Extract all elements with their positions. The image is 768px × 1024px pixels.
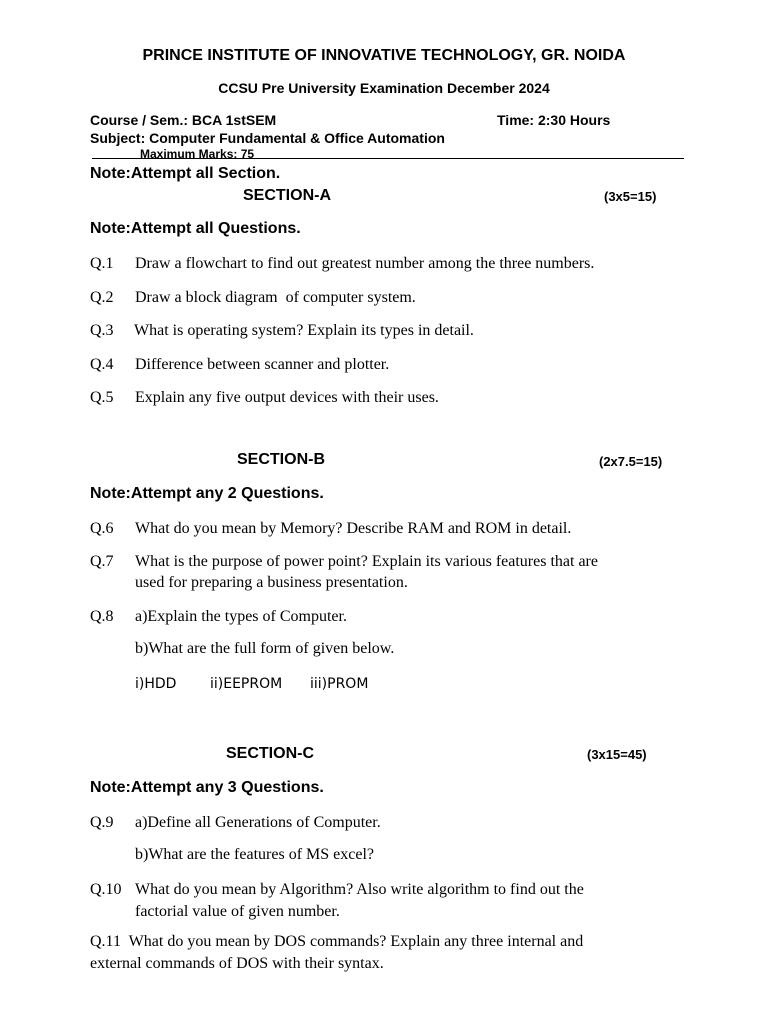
- section-b-note: Note:Attempt any 2 Questions.: [90, 485, 324, 502]
- section-b-title: SECTION-B: [237, 451, 325, 468]
- question-part-a: a)Explain the types of Computer.: [135, 608, 347, 625]
- question-number: Q.5: [90, 389, 114, 406]
- section-c-note: Note:Attempt any 3 Questions.: [90, 779, 324, 796]
- abbreviation-item: i)HDD: [135, 676, 177, 692]
- section-a-note: Note:Attempt all Questions.: [90, 220, 301, 237]
- question-11-line1: Q.11 What do you mean by DOS commands? Explain any three internal and: [90, 933, 584, 950]
- question-text: Difference between scanner and plotter.: [135, 356, 390, 373]
- question-number: Q.9: [90, 814, 114, 831]
- question-number: Q.2: [90, 289, 114, 306]
- institute-name: PRINCE INSTITUTE OF INNOVATIVE TECHNOLOGY, GR. NOIDA: [142, 47, 626, 64]
- question-11-line2: external commands of DOS with their syntax.: [90, 955, 384, 972]
- question-number: Q.6: [90, 520, 114, 537]
- section-a-marks: (3x5=15): [604, 189, 657, 204]
- question-text-line2: factorial value of given number.: [135, 903, 340, 920]
- general-note: Note:Attempt all Section.: [90, 165, 281, 182]
- question-text: Draw a block diagram of computer system.: [135, 289, 416, 306]
- question-text-line2: used for preparing a business presentation.: [135, 574, 408, 591]
- abbreviation-item: ii)EEPROM: [210, 676, 283, 692]
- question-number: Q.8: [90, 608, 114, 625]
- section-c-title: SECTION-C: [226, 745, 314, 762]
- section-c-marks: (3x15=45): [587, 747, 647, 762]
- question-number: Q.4: [90, 356, 114, 373]
- question-text: Explain any five output devices with their uses.: [135, 389, 439, 406]
- question-8-part-b: b)What are the full form of given below.: [135, 640, 395, 657]
- question-text: What is operating system? Explain its types in detail.: [134, 322, 474, 339]
- question-number: Q.7: [90, 553, 114, 570]
- question-text-line1: What do you mean by Algorithm? Also write algorithm to find out the: [135, 881, 584, 898]
- question-part-a: a)Define all Generations of Computer.: [135, 814, 381, 831]
- section-b-marks: (2x7.5=15): [599, 454, 663, 469]
- abbreviation-item: iii)PROM: [310, 676, 369, 692]
- question-text-line1: What is the purpose of power point? Explain its various features that are: [135, 553, 598, 570]
- question-number: Q.1: [90, 255, 114, 272]
- subject-info: Subject: Computer Fundamental & Office Automation: [90, 130, 445, 146]
- max-marks: Maximum Marks: 75: [140, 147, 255, 161]
- exam-title: CCSU Pre University Examination December 2024: [218, 80, 550, 96]
- question-text: What do you mean by Memory? Describe RAM and ROM in detail.: [135, 520, 572, 537]
- section-a-title: SECTION-A: [243, 187, 331, 204]
- course-info: Course / Sem.: BCA 1stSEM: [90, 112, 277, 128]
- question-text: Draw a flowchart to find out greatest number among the three numbers.: [135, 255, 595, 272]
- header-divider: [92, 158, 684, 159]
- question-9-part-b: b)What are the features of MS excel?: [135, 846, 374, 863]
- question-number: Q.3: [90, 322, 114, 339]
- time-info: Time: 2:30 Hours: [497, 112, 611, 128]
- question-number: Q.10: [90, 881, 122, 898]
